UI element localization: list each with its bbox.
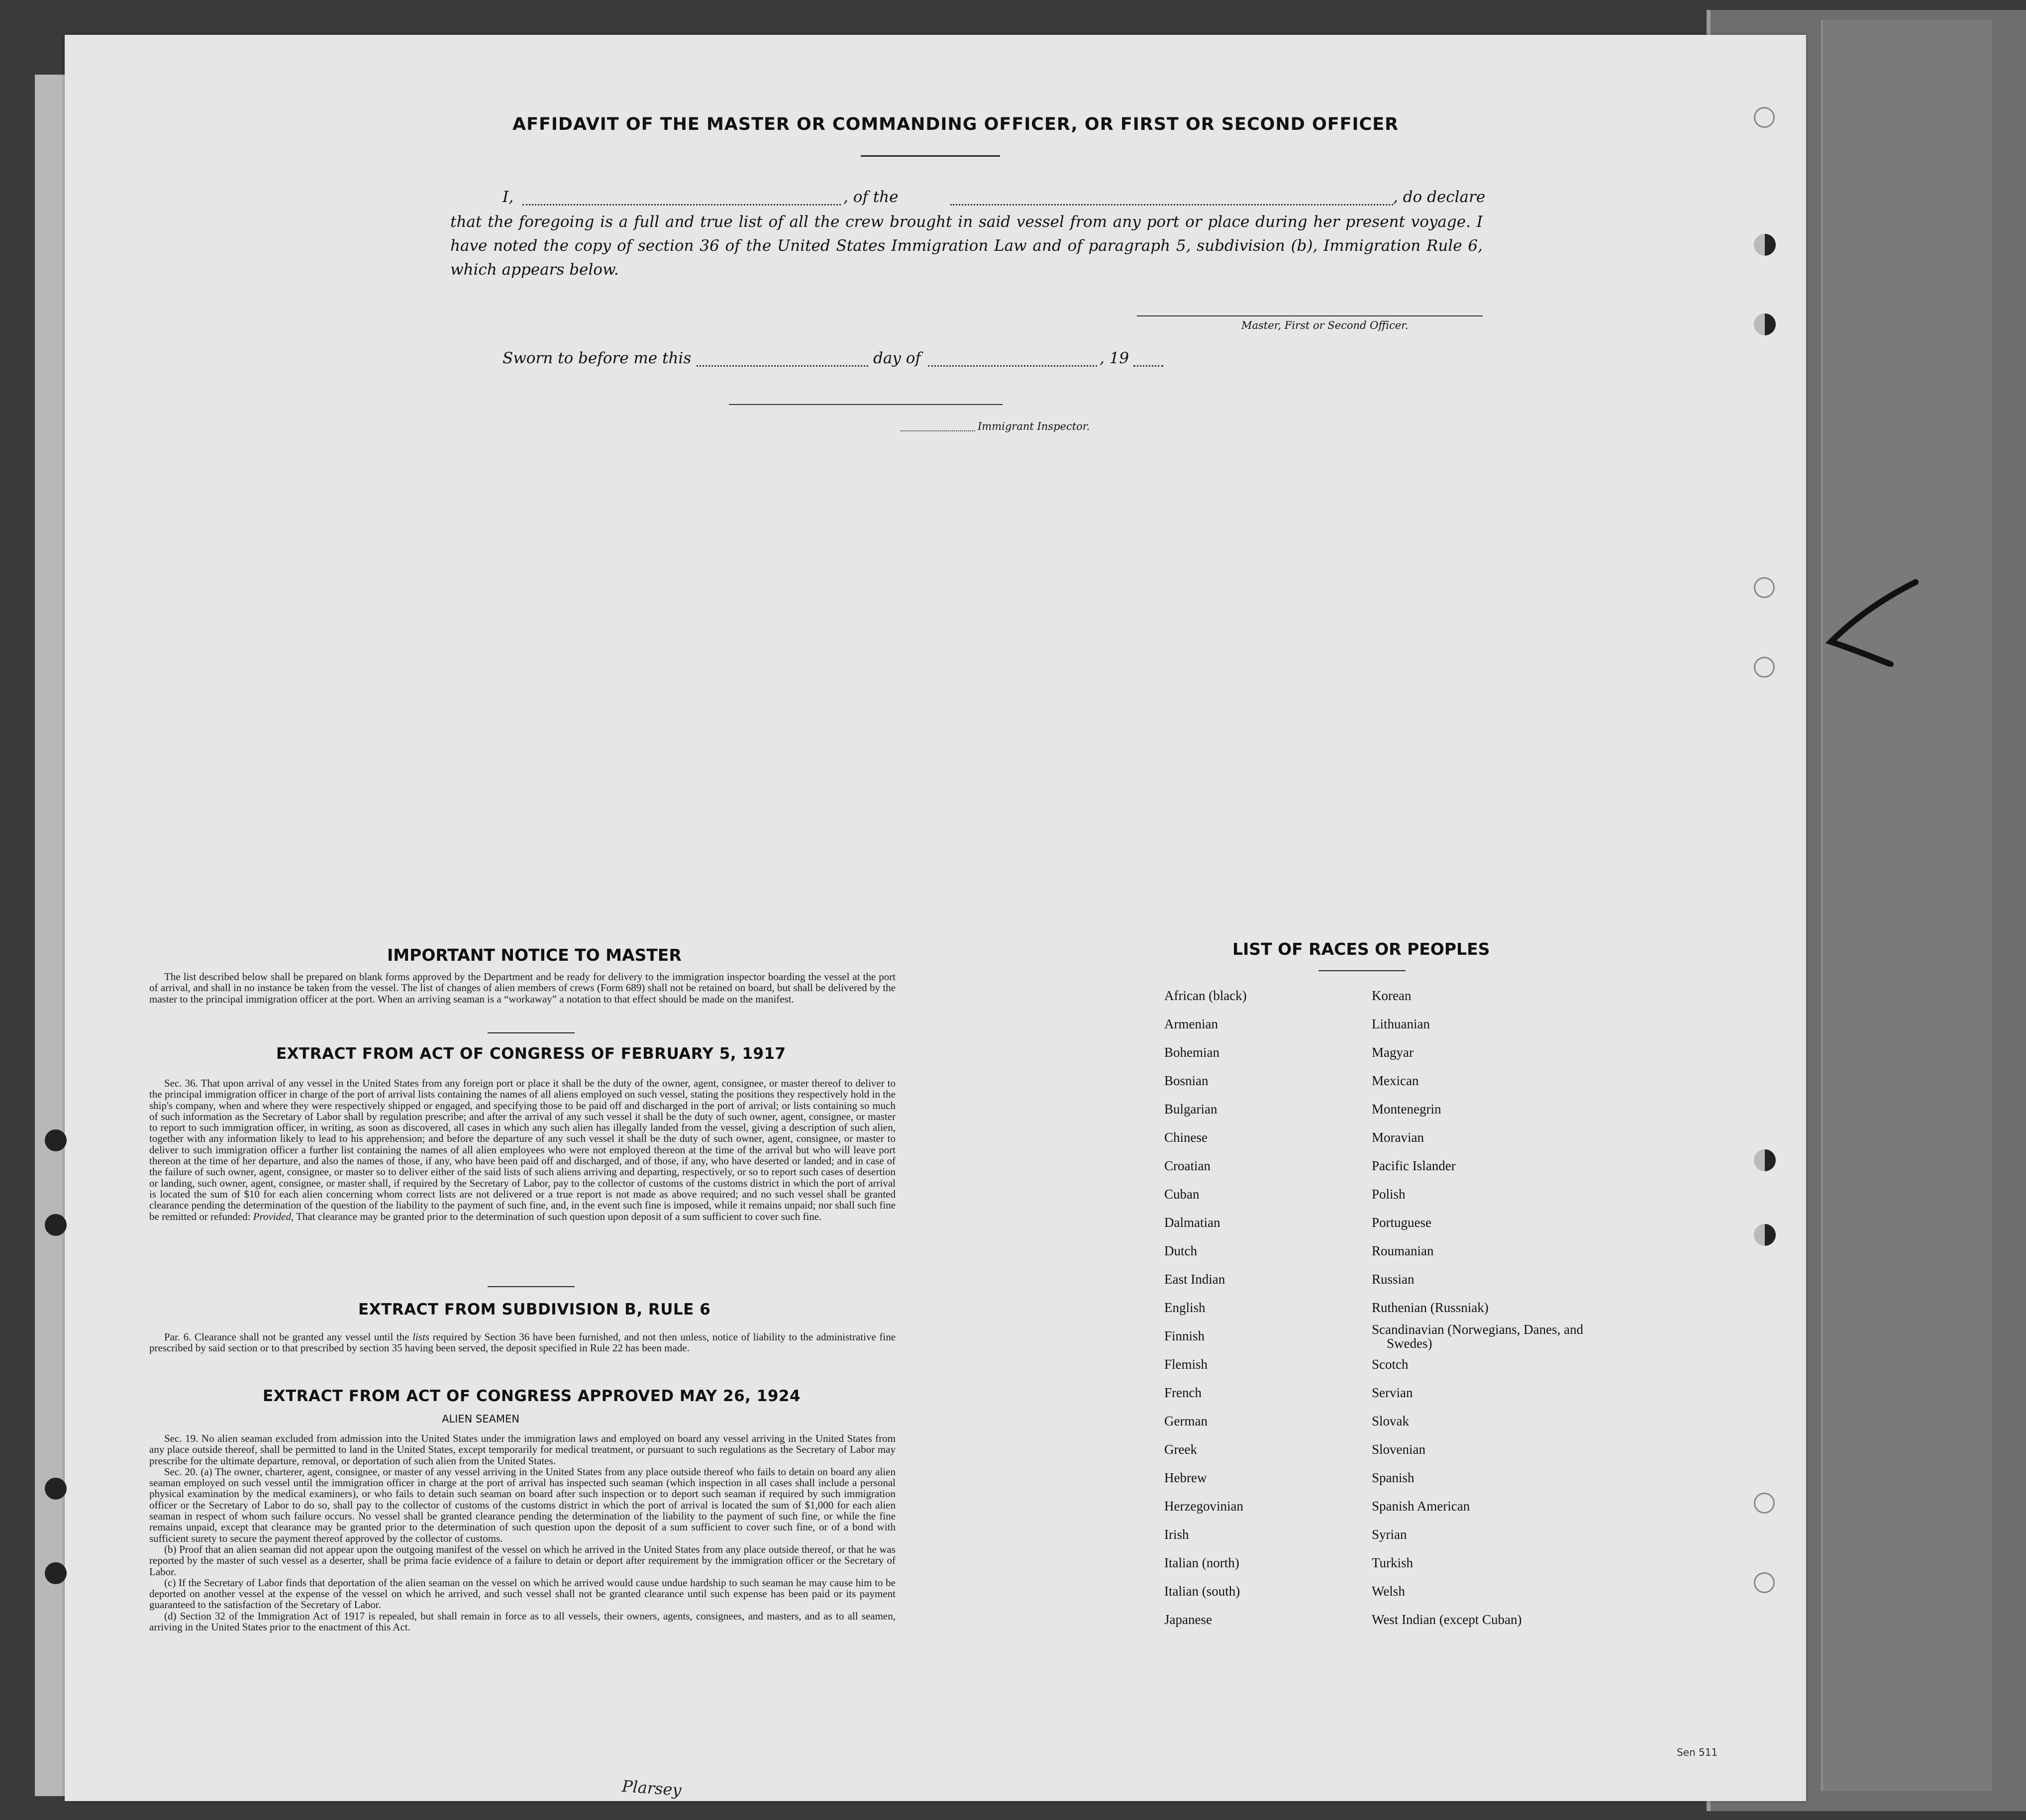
race-item: Polish xyxy=(1372,1187,1406,1202)
race-item: Japanese xyxy=(1164,1612,1212,1627)
affidavit-i-label: I, xyxy=(503,188,514,206)
races-title: LIST OF RACES OR PEOPLES xyxy=(1232,939,1490,959)
race-item: Roumanian xyxy=(1372,1243,1434,1258)
extract-rule6-text-end: required by Section 36 have been furnished, and not then unless, notice of liability to the administrative fine prescribed by said section or to that prescribed by section 35 having been served, the deposit specified in Rule 22 has been made. xyxy=(149,1331,896,1354)
affidavit-declare-label: , do declare xyxy=(1393,188,1486,206)
binder-hole xyxy=(45,1478,67,1500)
race-item: German xyxy=(1164,1414,1208,1428)
sworn-day-field[interactable] xyxy=(697,365,868,367)
notice-title: IMPORTANT NOTICE TO MASTER xyxy=(387,945,682,965)
corner-mark: Sen 511 xyxy=(1677,1746,1718,1758)
manifest-page xyxy=(65,35,1806,1801)
races-divider xyxy=(1318,970,1406,971)
extract-rule6-body xyxy=(149,1331,896,1354)
race-item: Servian xyxy=(1372,1385,1413,1400)
extract-1924-paragraph: (c) If the Secretary of Labor finds that deportation of the alien seaman on the vessel on which he arrived would cause undue hardship to such seaman he may cause him to be deported on another vessel at the expense of the vessel on which he arrived, and such vessel shall not be granted clearance until such expense has been paid or its payment guaranteed to the satisfaction of the Secretary of Labor. xyxy=(149,1576,896,1611)
extract-1924-body xyxy=(149,1433,896,1632)
race-item: East Indian xyxy=(1164,1272,1225,1287)
race-item: Spanish xyxy=(1372,1470,1415,1485)
race-item: Dutch xyxy=(1164,1243,1197,1258)
extract-1924-paragraph: (b) Proof that an alien seaman did not appear upon the outgoing manifest of the vessel on which he arrived in the United States from any place outside thereof, or that he was reported by the master of such vessel as a deserter, shall be prima facie evidence of a failure to detain or deport after requirement by the immigration officer or the Secretary of Labor. xyxy=(149,1543,896,1578)
sworn-year-field[interactable] xyxy=(1133,365,1163,367)
alien-seamen-subtitle: ALIEN SEAMEN xyxy=(442,1413,519,1425)
binder-hole xyxy=(1754,1149,1776,1171)
inspector-name-field[interactable] xyxy=(901,430,975,431)
race-item: Ruthenian (Russniak) xyxy=(1372,1300,1489,1315)
race-item: Bohemian xyxy=(1164,1045,1219,1060)
race-item: Croatian xyxy=(1164,1158,1211,1173)
race-item: Moravian xyxy=(1372,1130,1424,1145)
handwritten-note: Plarsey xyxy=(621,1776,682,1800)
binder-hole xyxy=(45,1562,67,1584)
binder-hole xyxy=(45,1214,67,1236)
race-item: Hebrew xyxy=(1164,1470,1207,1485)
provided-term: Provided, xyxy=(253,1210,294,1222)
affidavit-title-rule xyxy=(861,155,1000,157)
binder-hole xyxy=(1754,313,1776,335)
race-item: Herzegovinian xyxy=(1164,1499,1243,1514)
year-label: , 19 xyxy=(1100,349,1129,367)
signature-caption: Master, First or Second Officer. xyxy=(1241,319,1409,331)
race-item: Montenegrin xyxy=(1372,1102,1441,1116)
inspector-caption: Immigrant Inspector. xyxy=(978,420,1090,432)
race-item: Portuguese xyxy=(1372,1215,1431,1230)
sworn-label: Sworn to before me this xyxy=(503,349,692,367)
race-item: Slovenian xyxy=(1372,1442,1425,1457)
extract-1924-paragraph: Sec. 19. No alien seaman excluded from admission into the United States under the immigration laws and employed on board any vessel arriving in the United States from any place outside thereof, shall be permitted to land in the United States, except temporarily for medical treatment, or pursuant to such regulations as the Secretary of Labor may prescribe for the ultimate departure, removal, or deportation of such alien from the United States. xyxy=(149,1432,896,1467)
extract-1917-text-end: That clearance may be granted prior to the determination of such question upon deposit of a sum sufficient to cover such fine. xyxy=(296,1210,822,1222)
race-item: Italian (north) xyxy=(1164,1555,1239,1570)
race-item: Irish xyxy=(1164,1527,1189,1542)
race-item: Italian (south) xyxy=(1164,1584,1240,1599)
extract-1924-paragraph: Sec. 20. (a) The owner, charterer, agent, consignee, or master of any vessel arriving in the United States from any place outside thereof who fails to detain on board any alien seaman employed on such vessel until the immigration officer in charge at the port of arrival has inspected such seaman (which inspection in all cases shall include a personal physical examination by the medical examiners), or who fails to detain such seaman on board after such inspection or to deport such seaman if required by such immigration officer or the Secretary of Labor to do so, shall pay to the collector of customs of the customs district in which the port of arrival is located the sum of $1,000 for each alien seaman in respect of whom such failure occurs. No vessel shall be granted clearance pending the determination of the liability to the payment of such fine, or while the fine remains unpaid, except that clearance may be granted prior to the determination of such question upon the deposit of a sum sufficient to cover such fine, or of a bond with sufficient surety to secure the payment thereof approved by the collector of customs. xyxy=(149,1465,896,1544)
notice-body xyxy=(149,971,896,1005)
extract-1924-title: EXTRACT FROM ACT OF CONGRESS APPROVED MAY 26, 1924 xyxy=(263,1387,801,1405)
race-item: Scotch xyxy=(1372,1357,1409,1372)
binder-hole xyxy=(45,1129,67,1151)
race-item: Greek xyxy=(1164,1442,1197,1457)
master-signature-line[interactable] xyxy=(1137,315,1483,316)
race-item: Mexican xyxy=(1372,1073,1419,1088)
notice-paragraph: The list described below shall be prepared on blank forms approved by the Department and be ready for delivery to the immigration inspector boarding the vessel at the port of arrival, and shall in no instance be taken from the vessel. The list of changes of alien members of crews (Form 689) shall not be retained on board, but shall be delivered by the master to the principal immigration officer at the port. When an arriving seaman is a “workaway” a notation to that effect should be made on the manifest. xyxy=(149,971,896,1005)
affidavit-name-field[interactable] xyxy=(522,204,841,205)
sworn-month-field[interactable] xyxy=(928,365,1097,367)
affidavit-vessel-field[interactable] xyxy=(950,204,1393,205)
race-item: French xyxy=(1164,1385,1202,1400)
binder-hole xyxy=(1754,1493,1775,1514)
extract-1917-text: Sec. 36. That upon arrival of any vessel in the United States from any foreign port or place it shall be the duty of the owner, agent, consignee, or master thereof to deliver to the principal immigration officer in charge of the port of arrival lists containing the names of all aliens employed on such vessel, stating the positions they respectively hold in the ship's company, when and where they were respectively shipped or engaged, and specifying those to be paid off and discharged in the port of arrival; or lists containing so much of such information as the Secretary of Labor shall by regulation prescribe; and after the arrival of any such vessel it shall be the duty of such owner, agent, consignee, or master to report to such immigration officer, in writing, as soon as discovered, all cases in which any such alien has illegally landed from the vessel, giving a description of such alien, together with any information likely to lead to his apprehension; and before the departure of any such vessel it shall be the duty of such owner, agent, consignee, or master to deliver to such immigration officer a further list containing the names of all alien employees who were not employed thereon at the time of the arrival but who will leave port thereon at the time of her departure, and also the names of those, if any, who have been paid off and discharged, and of those, if any, who have deserted or landed; and in case of the failure of such owner, agent, consignee, or master so to deliver either of the said lists of such aliens arriving and departing, respectively, or so to report such cases of desertion or landing, such owner, agent, consignee, or master shall, if required by the Secretary of Labor, pay to the collector of customs of the customs district in which the port of arrival is located the sum of $10 for each alien concerning whom correct lists are not delivered or a true report is not made as above required; and no such vessel shall be granted clearance pending the determination of the question of the liability to the payment of such fine, and, in the event such fine is imposed, while it remains unpaid; nor shall such fine be remitted or refunded: xyxy=(149,1077,896,1222)
race-item: Korean xyxy=(1372,988,1412,1003)
race-item: Bulgarian xyxy=(1164,1102,1217,1116)
affidavit-title: AFFIDAVIT OF THE MASTER OR COMMANDING OFFICER, OR FIRST OR SECOND OFFICER xyxy=(512,114,1399,134)
extract-1917-divider xyxy=(488,1286,575,1287)
race-item: African (black) xyxy=(1164,988,1247,1003)
extract-rule6-text: Par. 6. Clearance shall not be granted any vessel until the xyxy=(164,1331,409,1343)
race-item: Syrian xyxy=(1372,1527,1407,1542)
race-item: Bosnian xyxy=(1164,1073,1209,1088)
race-item: Lithuanian xyxy=(1372,1016,1430,1031)
race-item: Magyar xyxy=(1372,1045,1414,1060)
inspector-signature-line[interactable] xyxy=(729,404,1003,405)
race-item: Finnish xyxy=(1164,1328,1205,1343)
race-item: Chinese xyxy=(1164,1130,1208,1145)
race-item: West Indian (except Cuban) xyxy=(1372,1612,1522,1627)
handwritten-check-mark xyxy=(1811,567,1921,667)
race-item: Spanish American xyxy=(1372,1499,1470,1514)
binder-hole xyxy=(1754,577,1775,598)
race-item: Armenian xyxy=(1164,1016,1218,1031)
race-item: Flemish xyxy=(1164,1357,1208,1372)
extract-1917-title: EXTRACT FROM ACT OF CONGRESS OF FEBRUARY 5, 1917 xyxy=(276,1045,786,1063)
race-item: Cuban xyxy=(1164,1187,1200,1202)
race-item: English xyxy=(1164,1300,1206,1315)
race-item: Slovak xyxy=(1372,1414,1410,1428)
affidavit-body: that the foregoing is a full and true list of all the crew brought in said vessel from any port or place during her present voyage. I have noted the copy of section 36 of the United States Immigration Law and of paragraph 5, subdivision (b), Immigration Rule 6, which appears below. xyxy=(450,213,1483,279)
affidavit-of-the-label: , of the xyxy=(843,188,899,206)
extract-rule6-title: EXTRACT FROM SUBDIVISION B, RULE 6 xyxy=(358,1301,711,1318)
binder-hole xyxy=(1754,1224,1776,1246)
back-sheet-edge xyxy=(1821,20,1992,1791)
race-item: Pacific Islander xyxy=(1372,1158,1456,1173)
race-item: Dalmatian xyxy=(1164,1215,1220,1230)
binder-hole xyxy=(1754,107,1775,128)
extract-1917-body xyxy=(149,1078,896,1222)
notice-divider xyxy=(488,1032,575,1033)
race-item: Scandinavian (Norwegians, Danes, and Swedes) xyxy=(1372,1322,1584,1351)
race-item: Welsh xyxy=(1372,1584,1405,1599)
binder-hole xyxy=(1754,657,1775,678)
lists-term: lists xyxy=(412,1331,429,1343)
race-item: Turkish xyxy=(1372,1555,1414,1570)
race-item: Russian xyxy=(1372,1272,1415,1287)
binder-hole xyxy=(1754,234,1776,256)
day-of-label: day of xyxy=(873,349,921,367)
binder-hole xyxy=(1754,1572,1775,1593)
extract-1924-paragraph: (d) Section 32 of the Immigration Act of 1917 is repealed, but shall remain in force as to all vessels, their owners, agents, consignees, and masters, and as to all seamen, arriving in the United States prior to the enactment of this Act. xyxy=(149,1610,896,1633)
